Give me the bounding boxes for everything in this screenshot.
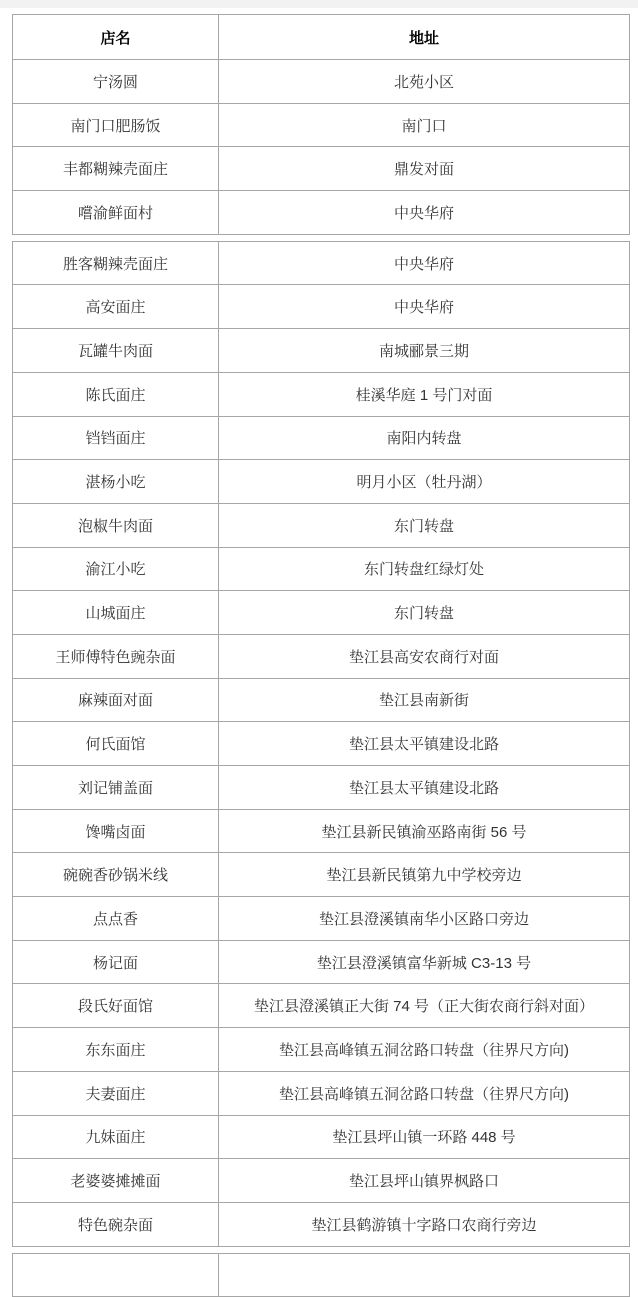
- table-row: [13, 634, 630, 678]
- store-name-cell: [13, 1253, 219, 1297]
- store-name-cell: 泡椒牛肉面: [13, 503, 219, 547]
- store-name-cell: 何氏面馆: [13, 722, 219, 766]
- store-name-cell: 王师傅特色豌杂面: [13, 634, 219, 678]
- store-name-cell: 胜客糊辣壳面庄: [13, 241, 219, 285]
- address-cell: 南门口: [219, 103, 630, 147]
- store-name-cell: 碗碗香砂锅米线: [13, 853, 219, 897]
- address-cell: 垫江县坪山镇一环路 448 号: [219, 1115, 630, 1159]
- address-cell: 东门转盘: [219, 591, 630, 635]
- address-cell: 垫江县坪山镇界枫路口: [219, 1159, 630, 1203]
- store-name-cell: 陈氏面庄: [13, 372, 219, 416]
- shops-table-3: [12, 1253, 630, 1297]
- table-row: [13, 722, 630, 766]
- shops-table-2: [12, 241, 630, 1247]
- address-cell: 垫江县太平镇建设北路: [219, 722, 630, 766]
- table-row: [13, 103, 630, 147]
- store-name-cell: 山城面庄: [13, 591, 219, 635]
- address-cell: 垫江县澄溪镇南华小区路口旁边: [219, 897, 630, 941]
- store-name-cell: 麻辣面对面: [13, 678, 219, 722]
- table-row: [13, 372, 630, 416]
- store-name-header: 店名: [13, 15, 219, 60]
- store-name-cell: 丰都糊辣壳面庄: [13, 147, 219, 191]
- table-row: [13, 940, 630, 984]
- address-cell: 垫江县澄溪镇富华新城 C3-13 号: [219, 940, 630, 984]
- address-cell: 垫江县高峰镇五洞岔路口转盘（往界尺方向): [219, 1071, 630, 1115]
- address-cell: 东门转盘: [219, 503, 630, 547]
- address-cell: 中央华府: [219, 191, 630, 235]
- store-name-cell: 铛铛面庄: [13, 416, 219, 460]
- address-cell: [219, 1253, 630, 1297]
- store-name-cell: 渝江小吃: [13, 547, 219, 591]
- store-name-cell: 瓦罐牛肉面: [13, 329, 219, 373]
- address-cell: 垫江县太平镇建设北路: [219, 766, 630, 810]
- address-cell: 垫江县澄溪镇正大街 74 号（正大街农商行斜对面）: [219, 984, 630, 1028]
- store-name-cell: 特色碗杂面: [13, 1202, 219, 1246]
- store-name-cell: 南门口肥肠饭: [13, 103, 219, 147]
- store-name-cell: 点点香: [13, 897, 219, 941]
- store-name-cell: 刘记铺盖面: [13, 766, 219, 810]
- address-cell: 垫江县鹤游镇十字路口农商行旁边: [219, 1202, 630, 1246]
- noodle-shops-table-area: [0, 8, 638, 1297]
- table-row: [13, 503, 630, 547]
- store-name-cell: 嚐渝鲜面村: [13, 191, 219, 235]
- table-row: [13, 1071, 630, 1115]
- table-row: [13, 285, 630, 329]
- table-row: [13, 191, 630, 235]
- store-name-cell: 湛杨小吃: [13, 460, 219, 504]
- table-row: [13, 60, 630, 104]
- address-cell: 垫江县高安农商行对面: [219, 634, 630, 678]
- address-cell: 北苑小区: [219, 60, 630, 104]
- store-name-cell: 杨记面: [13, 940, 219, 984]
- table-row: [13, 1159, 630, 1203]
- table-row: [13, 809, 630, 853]
- address-cell: 东门转盘红绿灯处: [219, 547, 630, 591]
- address-cell: 南阳内转盘: [219, 416, 630, 460]
- store-name-cell: 九妹面庄: [13, 1115, 219, 1159]
- shops-table-1: [12, 14, 630, 235]
- table-row: [13, 329, 630, 373]
- header-row: [13, 15, 630, 60]
- store-name-cell: 老婆婆摊摊面: [13, 1159, 219, 1203]
- address-cell: 明月小区（牡丹湖）: [219, 460, 630, 504]
- table-row: [13, 1202, 630, 1246]
- table-row: [13, 678, 630, 722]
- table-row: [13, 1115, 630, 1159]
- table-row: [13, 547, 630, 591]
- address-cell: 垫江县新民镇第九中学校旁边: [219, 853, 630, 897]
- table-row: [13, 853, 630, 897]
- store-name-cell: 宁汤圆: [13, 60, 219, 104]
- store-name-cell: 高安面庄: [13, 285, 219, 329]
- store-name-cell: 夫妻面庄: [13, 1071, 219, 1115]
- table-row: [13, 897, 630, 941]
- store-name-cell: 馋嘴卤面: [13, 809, 219, 853]
- address-cell: 鼎发对面: [219, 147, 630, 191]
- store-name-cell: 段氏好面馆: [13, 984, 219, 1028]
- address-cell: 垫江县高峰镇五洞岔路口转盘（往界尺方向): [219, 1028, 630, 1072]
- address-cell: 中央华府: [219, 241, 630, 285]
- table-row: [13, 766, 630, 810]
- table-row: [13, 460, 630, 504]
- store-name-cell: 东东面庄: [13, 1028, 219, 1072]
- table-row: [13, 591, 630, 635]
- table-row: [13, 1028, 630, 1072]
- address-header: 地址: [219, 15, 630, 60]
- address-cell: 垫江县南新街: [219, 678, 630, 722]
- table-row: [13, 147, 630, 191]
- table-row: [13, 1253, 630, 1297]
- top-strip: [0, 0, 638, 8]
- address-cell: 桂溪华庭 1 号门对面: [219, 372, 630, 416]
- table-row: [13, 241, 630, 285]
- address-cell: 垫江县新民镇渝巫路南街 56 号: [219, 809, 630, 853]
- address-cell: 中央华府: [219, 285, 630, 329]
- table-row: [13, 984, 630, 1028]
- address-cell: 南城郦景三期: [219, 329, 630, 373]
- table-row: [13, 416, 630, 460]
